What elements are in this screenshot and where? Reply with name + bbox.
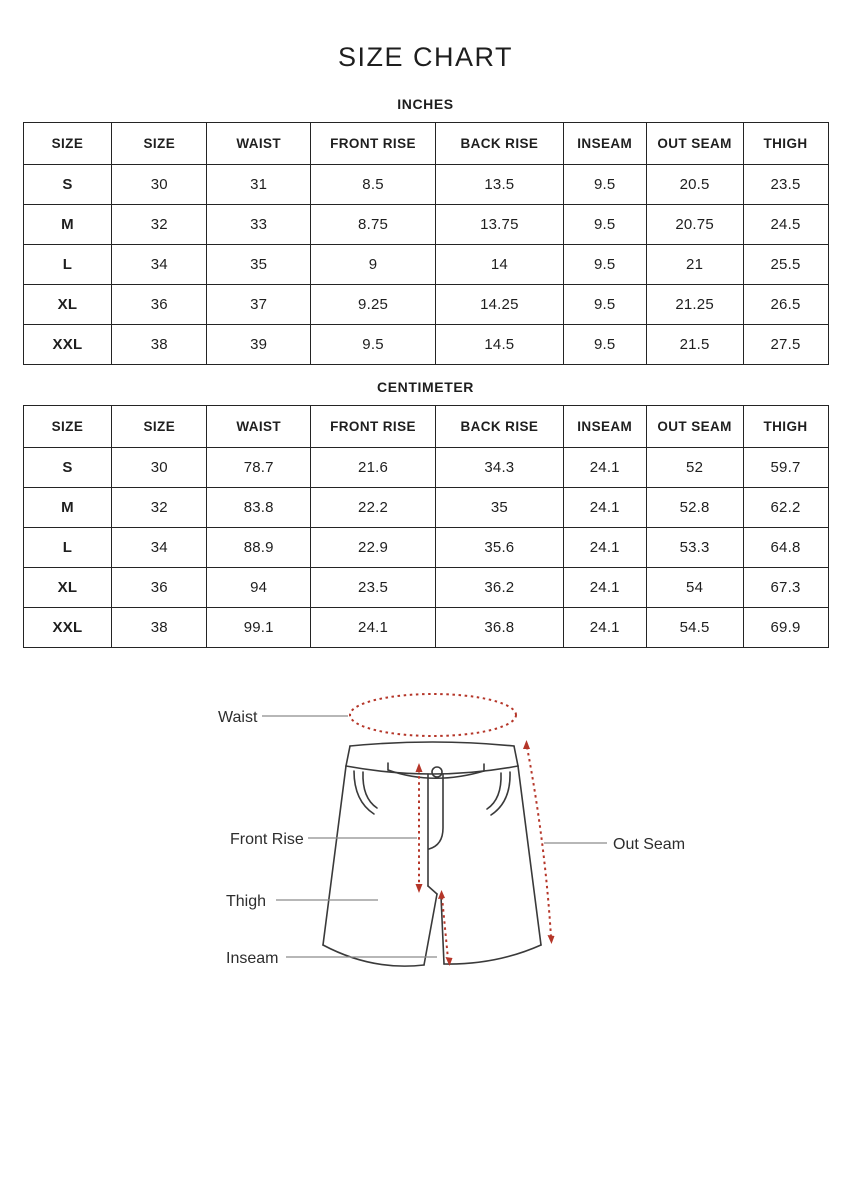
value-cell: 22.2 [311,487,436,527]
size-cell: XL [23,284,112,324]
value-cell: 34 [112,527,207,567]
value-cell: 38 [112,324,207,364]
size-cell: XL [23,567,112,607]
value-cell: 14.5 [435,324,563,364]
value-cell: 9 [311,244,436,284]
value-cell: 14 [435,244,563,284]
value-cell: 54.5 [646,607,743,647]
value-cell: 9.5 [563,284,646,324]
value-cell: 59.7 [743,447,828,487]
column-header: OUT SEAM [646,122,743,164]
value-cell: 67.3 [743,567,828,607]
value-cell: 21 [646,244,743,284]
value-cell: 36.8 [435,607,563,647]
value-cell: 34.3 [435,447,563,487]
value-cell: 62.2 [743,487,828,527]
column-header: BACK RISE [435,122,563,164]
front-rise-arrow [416,763,423,893]
table-row [23,527,828,567]
column-header: SIZE [112,405,207,447]
value-cell: 35.6 [435,527,563,567]
inseam-label: Inseam [226,949,279,967]
value-cell: 13.5 [435,164,563,204]
value-cell: 33 [207,204,311,244]
centimeter-caption: CENTIMETER [377,378,474,395]
value-cell: 21.5 [646,324,743,364]
value-cell: 37 [207,284,311,324]
value-cell: 24.1 [563,567,646,607]
value-cell: 78.7 [207,447,311,487]
shorts-sketch [323,742,541,966]
header-row [23,405,828,447]
value-cell: 27.5 [743,324,828,364]
value-cell: 31 [207,164,311,204]
table-row [23,607,828,647]
value-cell: 9.5 [563,164,646,204]
table-row [23,284,828,324]
value-cell: 32 [112,487,207,527]
value-cell: 25.5 [743,244,828,284]
table-row [23,487,828,527]
value-cell: 22.9 [311,527,436,567]
value-cell: 9.5 [563,204,646,244]
column-header: SIZE [23,122,112,164]
value-cell: 21.25 [646,284,743,324]
value-cell: 26.5 [743,284,828,324]
value-cell: 9.5 [563,244,646,284]
column-header: SIZE [23,405,112,447]
column-header: INSEAM [563,122,646,164]
value-cell: 14.25 [435,284,563,324]
out-seam-label: Out Seam [613,835,686,853]
value-cell: 20.75 [646,204,743,244]
value-cell: 35 [435,487,563,527]
size-cell: S [23,447,112,487]
measurement-diagram [0,662,851,1002]
value-cell: 30 [112,164,207,204]
value-cell: 13.75 [435,204,563,244]
inches-table [23,122,829,365]
value-cell: 64.8 [743,527,828,567]
value-cell: 54 [646,567,743,607]
thigh-label: Thigh [226,892,267,910]
value-cell: 99.1 [207,607,311,647]
column-header: WAIST [207,122,311,164]
value-cell: 53.3 [646,527,743,567]
column-header: FRONT RISE [311,122,436,164]
value-cell: 24.1 [563,527,646,567]
value-cell: 34 [112,244,207,284]
table-row [23,204,828,244]
value-cell: 23.5 [743,164,828,204]
centimeter-table [23,405,829,648]
value-cell: 24.1 [563,487,646,527]
value-cell: 36 [112,567,207,607]
value-cell: 24.1 [311,607,436,647]
value-cell: 38 [112,607,207,647]
header-row [23,122,828,164]
value-cell: 23.5 [311,567,436,607]
value-cell: 20.5 [646,164,743,204]
size-cell: S [23,164,112,204]
table-row [23,447,828,487]
front-rise-label: Front Rise [230,830,304,848]
inseam-arrow [438,890,453,966]
value-cell: 69.9 [743,607,828,647]
value-cell: 32 [112,204,207,244]
waist-label: Waist [218,708,258,726]
value-cell: 24.5 [743,204,828,244]
column-header: SIZE [112,122,207,164]
size-cell: XXL [23,324,112,364]
value-cell: 30 [112,447,207,487]
value-cell: 52 [646,447,743,487]
value-cell: 9.5 [563,324,646,364]
value-cell: 8.75 [311,204,436,244]
page-title: SIZE CHART [337,42,514,72]
value-cell: 36.2 [435,567,563,607]
inches-caption: INCHES [397,96,454,112]
value-cell: 24.1 [563,447,646,487]
table-row [23,567,828,607]
value-cell: 83.8 [207,487,311,527]
size-cell: L [23,244,112,284]
size-cell: XXL [23,607,112,647]
value-cell: 36 [112,284,207,324]
value-cell: 9.25 [311,284,436,324]
value-cell: 35 [207,244,311,284]
table-row [23,244,828,284]
value-cell: 39 [207,324,311,364]
value-cell: 21.6 [311,447,436,487]
size-cell: M [23,487,112,527]
waist-measure-ellipse [350,694,516,736]
value-cell: 94 [207,567,311,607]
value-cell: 9.5 [311,324,436,364]
column-header: THIGH [743,122,828,164]
column-header: THIGH [743,405,828,447]
value-cell: 8.5 [311,164,436,204]
value-cell: 24.1 [563,607,646,647]
column-header: INSEAM [563,405,646,447]
table-row [23,324,828,364]
size-cell: M [23,204,112,244]
value-cell: 88.9 [207,527,311,567]
table-row [23,164,828,204]
size-cell: L [23,527,112,567]
column-header: BACK RISE [435,405,563,447]
column-header: WAIST [207,405,311,447]
column-header: OUT SEAM [646,405,743,447]
column-header: FRONT RISE [311,405,436,447]
value-cell: 52.8 [646,487,743,527]
